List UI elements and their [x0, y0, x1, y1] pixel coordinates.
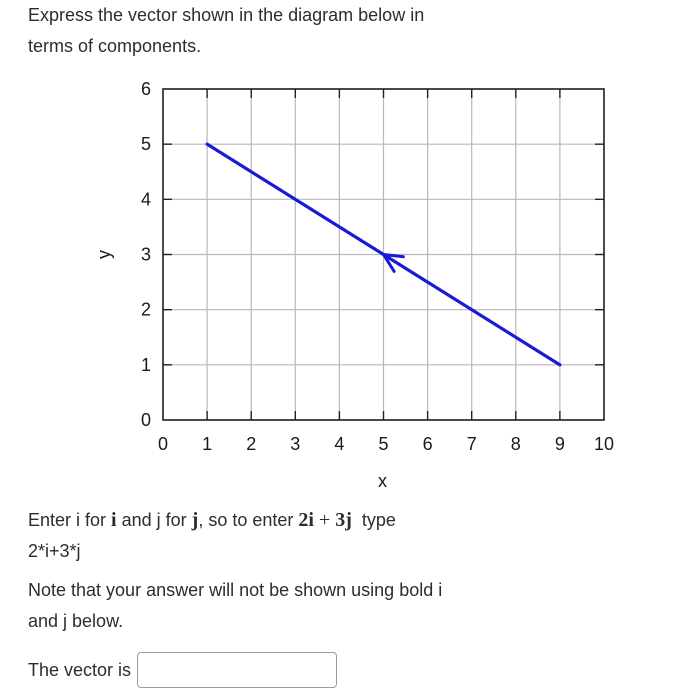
x-tick-label-0: 0 — [157, 434, 169, 454]
vector-answer-input[interactable] — [137, 652, 337, 688]
instr-part1: Enter i for — [28, 510, 112, 530]
y-axis-label: y — [94, 250, 114, 259]
j-symbol: j — [191, 509, 199, 531]
x-tick-label-1: 1 — [202, 434, 213, 454]
y-tick-label-0: 0 — [140, 410, 151, 430]
answer-label: The vector is — [28, 659, 132, 680]
prompt-line-1: Express the vector shown in the diagram below in — [28, 5, 425, 25]
x-tick-label-3: 3 — [290, 434, 301, 454]
instructions — [28, 505, 648, 567]
instr-part3: , so to enter — [198, 510, 299, 530]
note — [28, 575, 648, 637]
example-coef-2: 3 — [335, 509, 346, 531]
x-tick-label-8: 8 — [510, 434, 521, 454]
instr-part2: and j for — [116, 510, 192, 530]
x-tick-label-7: 7 — [466, 434, 477, 454]
y-tick-label-5: 5 — [140, 134, 151, 155]
x-tick-label-6: 6 — [422, 434, 433, 454]
answer-row — [28, 650, 337, 690]
example-j: j — [345, 509, 352, 531]
example-coef-1: 2 — [298, 509, 309, 531]
instr-part4: type — [351, 510, 396, 530]
y-tick-label-6: 6 — [140, 79, 151, 99]
vector-arrowhead — [384, 255, 404, 272]
x-tick-label-9: 9 — [554, 434, 565, 454]
x-tick-label-10: 10 — [593, 434, 615, 454]
example-typed: 2*i+3*j — [28, 541, 81, 561]
y-tick-label-1: 1 — [140, 354, 151, 375]
y-tick-label-3: 3 — [140, 244, 151, 265]
example-i: i — [308, 509, 314, 531]
y-tick-label-2: 2 — [140, 299, 151, 320]
example-plus: + — [313, 509, 336, 531]
x-tick-label-2: 2 — [246, 434, 257, 454]
i-symbol: i — [111, 509, 117, 531]
note-line-2: and j below. — [28, 611, 124, 631]
y-tick-label-4: 4 — [140, 189, 151, 210]
x-axis-label: x — [378, 471, 387, 491]
prompt-line-2: terms of components. — [28, 36, 202, 56]
x-tick-label-4: 4 — [334, 434, 345, 454]
note-line-1: Note that your answer will not be shown using bold i — [28, 580, 443, 600]
x-tick-label-5: 5 — [378, 434, 389, 454]
